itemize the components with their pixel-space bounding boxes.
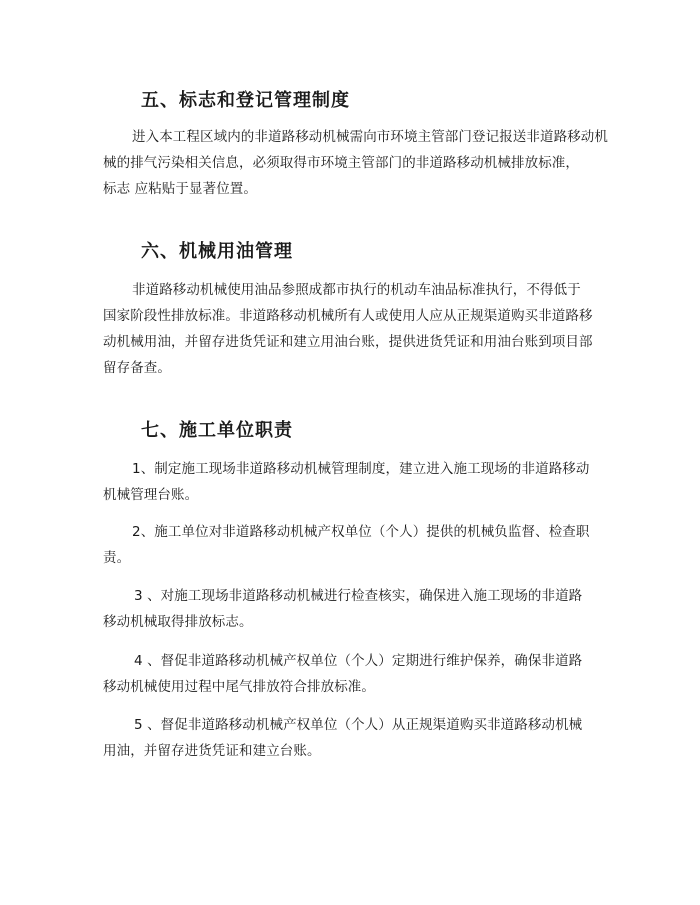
list-item-4 <box>103 648 582 700</box>
section-heading-responsibilities: 七、施工单位职责 <box>141 420 293 441</box>
paragraph-line: 械的排气污染相关信息，必须取得市环境主管部门的非道路移动机械排放标准， <box>103 155 579 171</box>
paragraph-line: 4 、督促非道路移动机械产权单位（个人）定期进行维护保养，确保非道路 <box>134 653 583 669</box>
list-item-2 <box>103 519 590 571</box>
paragraph-registration <box>103 124 608 202</box>
paragraph-line: 非道路移动机械使用油品参照成都市执行的机动车油品标准执行，不得低于 <box>132 282 581 298</box>
section-heading-fuel: 六、机械用油管理 <box>141 241 293 262</box>
paragraph-line: 移动机械使用过程中尾气排放符合排放标准。 <box>103 679 375 695</box>
paragraph-fuel <box>103 277 593 381</box>
section-heading-registration: 五、标志和登记管理制度 <box>141 90 350 111</box>
paragraph-line: 国家阶段性排放标准。非道路移动机械所有人或使用人应从正规渠道购买非道路移 <box>103 308 593 324</box>
paragraph-line: 责。 <box>103 550 131 566</box>
paragraph-line: 5 、督促非道路移动机械产权单位（个人）从正规渠道购买非道路移动机械 <box>134 717 583 733</box>
paragraph-line: 1、制定施工现场非道路移动机械管理制度，建立进入施工现场的非道路移动 <box>132 461 590 477</box>
paragraph-line: 机械管理台账。 <box>103 487 199 503</box>
list-item-5 <box>103 712 582 764</box>
paragraph-line: 动机械用油，并留存进货凭证和建立用油台账，提供进货凭证和用油台账到项目部 <box>103 334 593 350</box>
paragraph-line: 用油，并留存进货凭证和建立台账。 <box>103 743 321 759</box>
paragraph-line: 移动机械取得排放标志。 <box>103 614 253 630</box>
paragraph-line: 留存备查。 <box>103 360 171 376</box>
paragraph-line: 3 、对施工现场非道路移动机械进行检查核实，确保进入施工现场的非道路 <box>134 588 583 604</box>
paragraph-line: 进入本工程区域内的非道路移动机械需向市环境主管部门登记报送非道路移动机 <box>132 129 608 145</box>
paragraph-line: 2、施工单位对非道路移动机械产权单位（个人）提供的机械负监督、检查职 <box>132 524 590 540</box>
list-item-3 <box>103 583 582 635</box>
paragraph-line: 标志 应粘贴于显著位置。 <box>103 181 257 197</box>
list-item-1 <box>103 456 590 508</box>
